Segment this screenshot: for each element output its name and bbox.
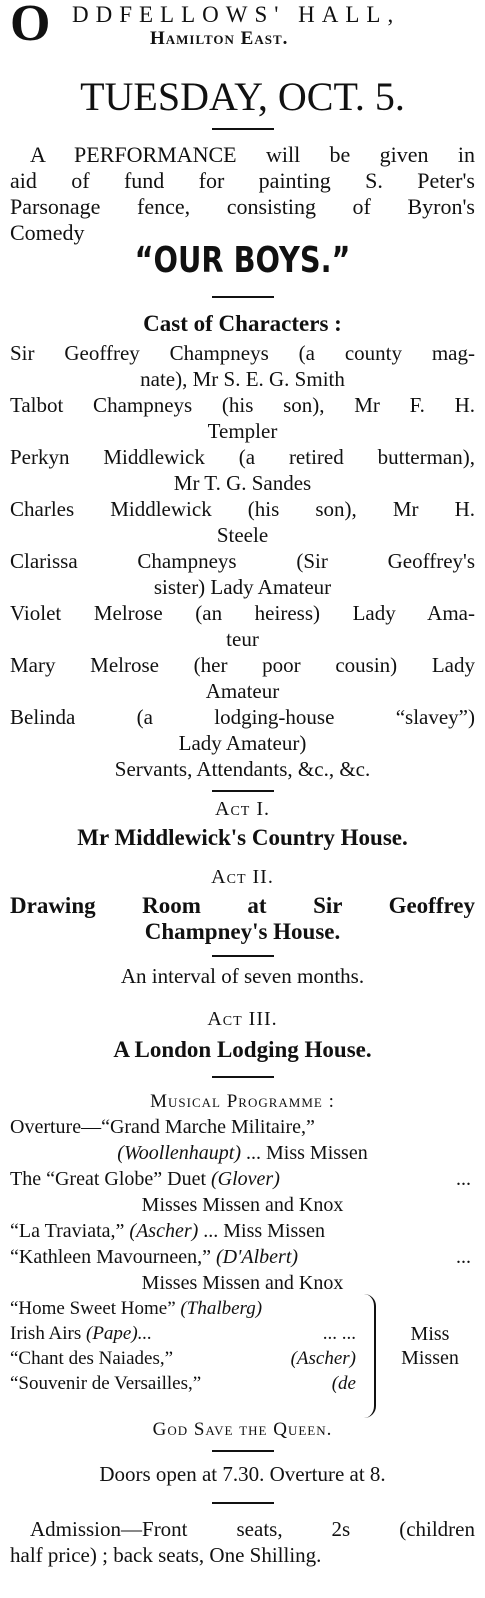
piece: The “Great Globe” Duet xyxy=(10,1168,207,1190)
intro-line: Parsonage fence, consisting of Byron's xyxy=(10,194,475,219)
act-scene: Drawing Room at Sir Geoffrey xyxy=(10,893,475,918)
composer: (D'Albert) xyxy=(216,1246,299,1268)
composer: (de xyxy=(331,1373,356,1394)
piece: “Home Sweet Home” xyxy=(10,1298,176,1319)
closing-anthem: God Save the Queen. xyxy=(152,1419,333,1440)
admission-line: half price) ; back seats, One Shilling. xyxy=(10,1543,322,1567)
cast-line: Mary Melrose (her poor cousin) Lady xyxy=(10,653,475,677)
composer: (Glover) xyxy=(211,1168,280,1190)
act-label: Act II. xyxy=(211,866,274,888)
music-line: Misses Missen and Knox xyxy=(141,1272,344,1294)
cast-line: Servants, Attendants, &c., &c. xyxy=(114,757,371,781)
divider xyxy=(212,128,274,130)
intro-line: Comedy xyxy=(10,220,85,245)
divider xyxy=(212,1502,274,1504)
cast-line: Sir Geoffrey Champneys (a county mag- xyxy=(10,341,475,365)
intro-line: aid of fund for painting S. Peter's xyxy=(10,168,475,193)
cast-line: Amateur xyxy=(205,679,280,703)
composer: (Woollenhaupt) xyxy=(117,1142,241,1164)
piece: “Chant des Naiades,” xyxy=(10,1348,174,1369)
intro-line: A PERFORMANCE will be given in xyxy=(30,142,475,167)
cast-line: Belinda (a lodging-house “slavey”) xyxy=(10,705,475,729)
cast-heading: Cast of Characters : xyxy=(143,311,342,336)
divider xyxy=(212,296,274,298)
cast-line: Perkyn Middlewick (a retired butterman), xyxy=(10,445,475,469)
event-date: TUESDAY, OCT. 5. xyxy=(80,74,405,119)
doors-note: Doors open at 7.30. Overture at 8. xyxy=(99,1462,386,1486)
leader-dots: ... ... xyxy=(322,1323,356,1344)
play-title: “OUR BOYS.” xyxy=(134,240,351,281)
composer: (Thalberg) xyxy=(180,1298,263,1319)
composer: (Ascher) xyxy=(290,1348,356,1369)
divider xyxy=(212,955,274,957)
hall-location: Hamilton East. xyxy=(150,28,289,49)
act-label: Act I. xyxy=(215,798,270,820)
cast-line: Violet Melrose (an heiress) Lady Ama- xyxy=(10,601,475,625)
admission-line: Admission—Front seats, 2s (children xyxy=(30,1517,475,1541)
divider xyxy=(212,1076,274,1078)
act-scene: Champney's House. xyxy=(144,919,341,944)
act-label: Act III. xyxy=(207,1008,278,1030)
interval-note: An interval of seven months. xyxy=(120,964,365,988)
music-line xyxy=(10,1218,475,1244)
cast-line: Mr T. G. Sandes xyxy=(173,471,312,495)
music-group-line xyxy=(10,1346,360,1371)
music-line: Misses Missen and Knox xyxy=(141,1194,344,1216)
cast-line: Lady Amateur) xyxy=(178,731,307,755)
performer: ... Miss Missen xyxy=(203,1220,325,1242)
piece: “La Traviata,” xyxy=(10,1220,125,1242)
cast-line: teur xyxy=(226,627,259,651)
music-line xyxy=(10,1140,475,1166)
cast-line: Clarissa Champneys (Sir Geoffrey's xyxy=(10,549,475,573)
cast-line: nate), Mr S. E. G. Smith xyxy=(140,367,345,391)
cast-line: Charles Middlewick (his son), Mr H. xyxy=(10,497,475,521)
cast-line: Talbot Champneys (his son), Mr F. H. xyxy=(10,393,475,417)
musical-heading: Musical Programme : xyxy=(150,1091,335,1112)
performer: ... Miss Missen xyxy=(246,1142,368,1164)
leader-dots: ... xyxy=(456,1246,471,1268)
group-performer: Miss xyxy=(410,1323,450,1345)
drop-cap: O xyxy=(10,0,51,52)
divider xyxy=(212,1450,274,1452)
piece: “Souvenir de Versailles,” xyxy=(10,1373,202,1394)
music-group-line xyxy=(10,1296,360,1321)
music-line xyxy=(10,1166,475,1192)
leader-dots: ... xyxy=(456,1168,471,1190)
composer: (Pape)... xyxy=(86,1323,152,1344)
composer: (Ascher) xyxy=(129,1220,199,1242)
cast-line: sister) Lady Amateur xyxy=(153,575,332,599)
hall-name: DDFELLOWS' HALL, xyxy=(72,2,401,27)
music-line xyxy=(10,1244,475,1270)
brace xyxy=(364,1294,376,1418)
divider xyxy=(212,790,274,792)
piece: Irish Airs xyxy=(10,1323,82,1344)
music-group-line xyxy=(10,1321,360,1346)
group-performer: Missen xyxy=(401,1347,459,1369)
cast-line: Steele xyxy=(216,523,269,547)
cast-line: Templer xyxy=(207,419,278,443)
act-scene: Mr Middlewick's Country House. xyxy=(77,825,408,850)
music-line: Overture—“Grand Marche Militaire,” xyxy=(10,1116,315,1138)
piece: “Kathleen Mavourneen,” xyxy=(10,1246,212,1268)
music-group-line xyxy=(10,1371,360,1396)
act-scene: A London Lodging House. xyxy=(113,1037,372,1062)
